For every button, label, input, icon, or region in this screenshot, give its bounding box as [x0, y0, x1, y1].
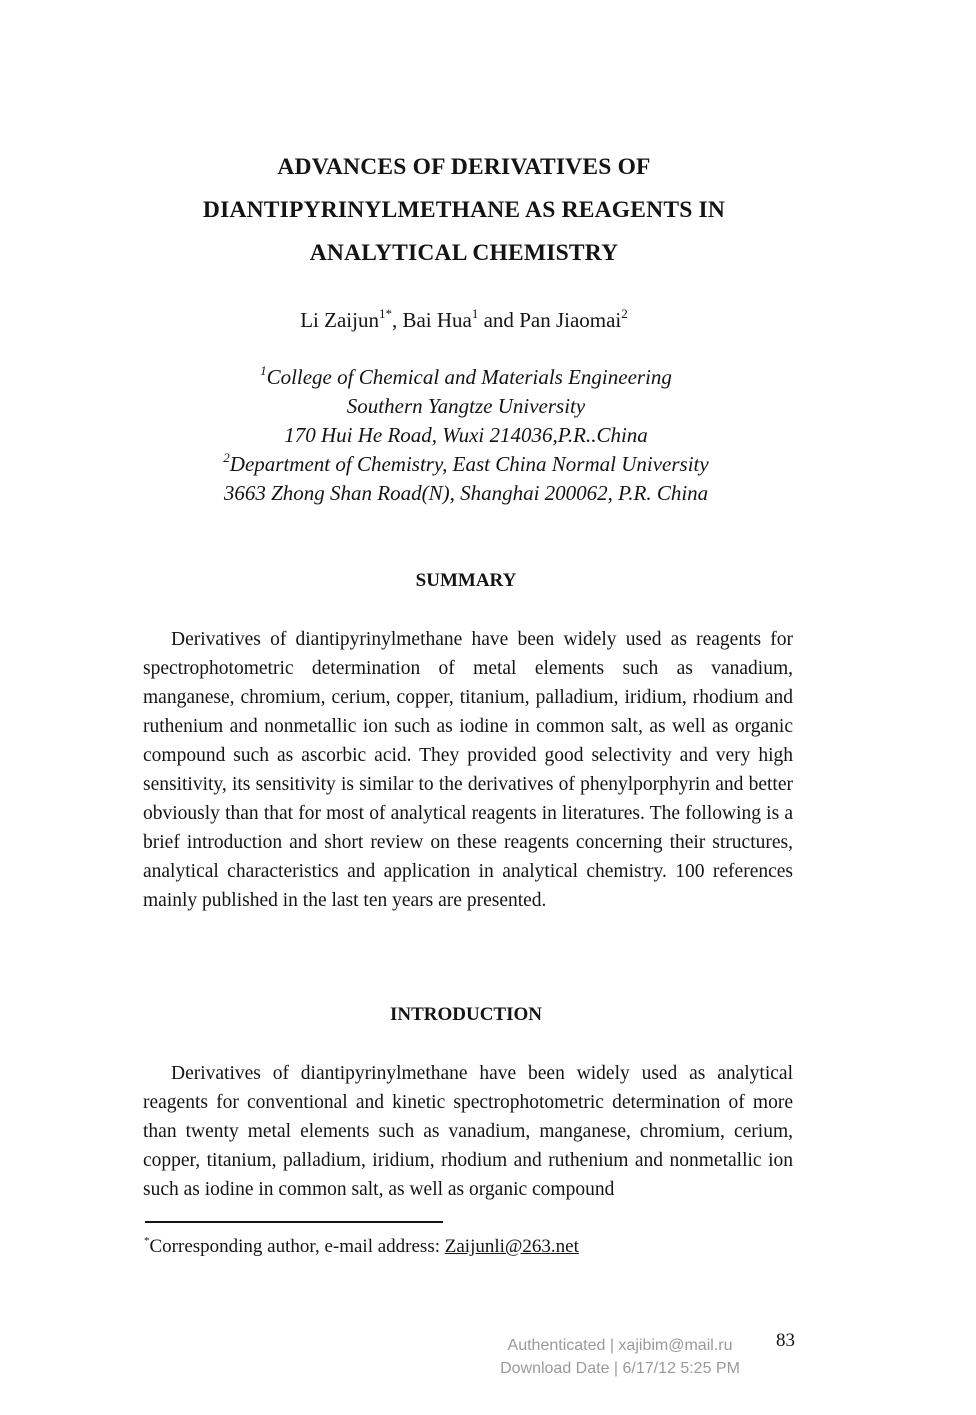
author-separator: and [478, 308, 520, 332]
introduction-paragraph: Derivatives of diantipyrinylmethane have been widely used as analytical reagents for conventional and kinetic spectrophotometric determination of more than twenty metal elements such as vanadium, manganese, chromium, cerium, copper, titanium, palladium, iridium, rhodium and ruthenium and nonmetallic ion such as iodine in common salt, as well as organic compound [143, 1063, 793, 1200]
paper-title [0, 146, 928, 275]
affiliation-line: 3663 Zhong Shan Road(N), Shanghai 200062, P.R. China [223, 481, 709, 505]
author-name: Li Zaijun [300, 308, 379, 332]
introduction-heading: INTRODUCTION [389, 1004, 543, 1025]
author-name: Bai Hua [402, 308, 472, 332]
summary-paragraph: Derivatives of diantipyrinylmethane have been widely used as reagents for spectrophotometric determination of metal elements such as vanadium, manganese, chromium, cerium, copper, titanium, palladium, iridium, rhodium and ruthenium and nonmetallic ion such as iodine in common salt, as well as organic compound such as ascorbic acid. They provided good selectivity and very high sensitivity, its sensitivity is similar to the derivatives of phenylporphyrin and better obviously than that for most of analytical reagents in literatures. The following is a brief introduction and short review on these reagents concerning their structures, analytical characteristics and application in analytical chemistry. 100 references mainly published in the last ten years are presented. [143, 629, 793, 911]
affiliation-line [0, 450, 932, 479]
author-affiliation-marker: 1* [378, 306, 392, 321]
footnote [144, 1234, 579, 1260]
email-link[interactable]: Zaijunli@263.net [444, 1236, 579, 1257]
affiliation-text: Department of Chemistry, East China Normal University [229, 452, 709, 476]
author-list [0, 305, 928, 335]
affiliation-text: College of Chemical and Materials Engineering [266, 365, 672, 389]
title-line: DIANTIPYRINYLMETHANE AS REAGENTS IN [202, 197, 726, 223]
title-line: ANALYTICAL CHEMISTRY [309, 240, 619, 266]
summary-heading: SUMMARY [415, 570, 517, 591]
watermark-line: Download Date | 6/17/12 5:25 PM [500, 1360, 740, 1377]
author-name: Pan Jiaomai [519, 308, 622, 332]
download-watermark [460, 1334, 780, 1380]
affiliation-marker: 2 [223, 450, 230, 465]
footnote-text: Corresponding author, e-mail address: [149, 1236, 445, 1257]
page-number: 83 [776, 1330, 795, 1351]
author-affiliation-marker: 1 [471, 306, 479, 321]
watermark-line: Authenticated | xajibim@mail.ru [507, 1337, 733, 1354]
affiliation-line: 170 Hui He Road, Wuxi 214036,P.R..China [284, 423, 648, 447]
affiliation-line: Southern Yangtze University [346, 394, 586, 418]
affiliations [0, 363, 932, 508]
author-affiliation-marker: 2 [621, 306, 628, 321]
footnote-marker: * [144, 1234, 150, 1247]
author-separator: , [391, 308, 403, 332]
affiliation-marker: 1 [260, 363, 267, 378]
title-line: ADVANCES OF DERIVATIVES OF [277, 154, 651, 180]
affiliation-line [0, 363, 932, 392]
footnote-divider [145, 1221, 443, 1223]
